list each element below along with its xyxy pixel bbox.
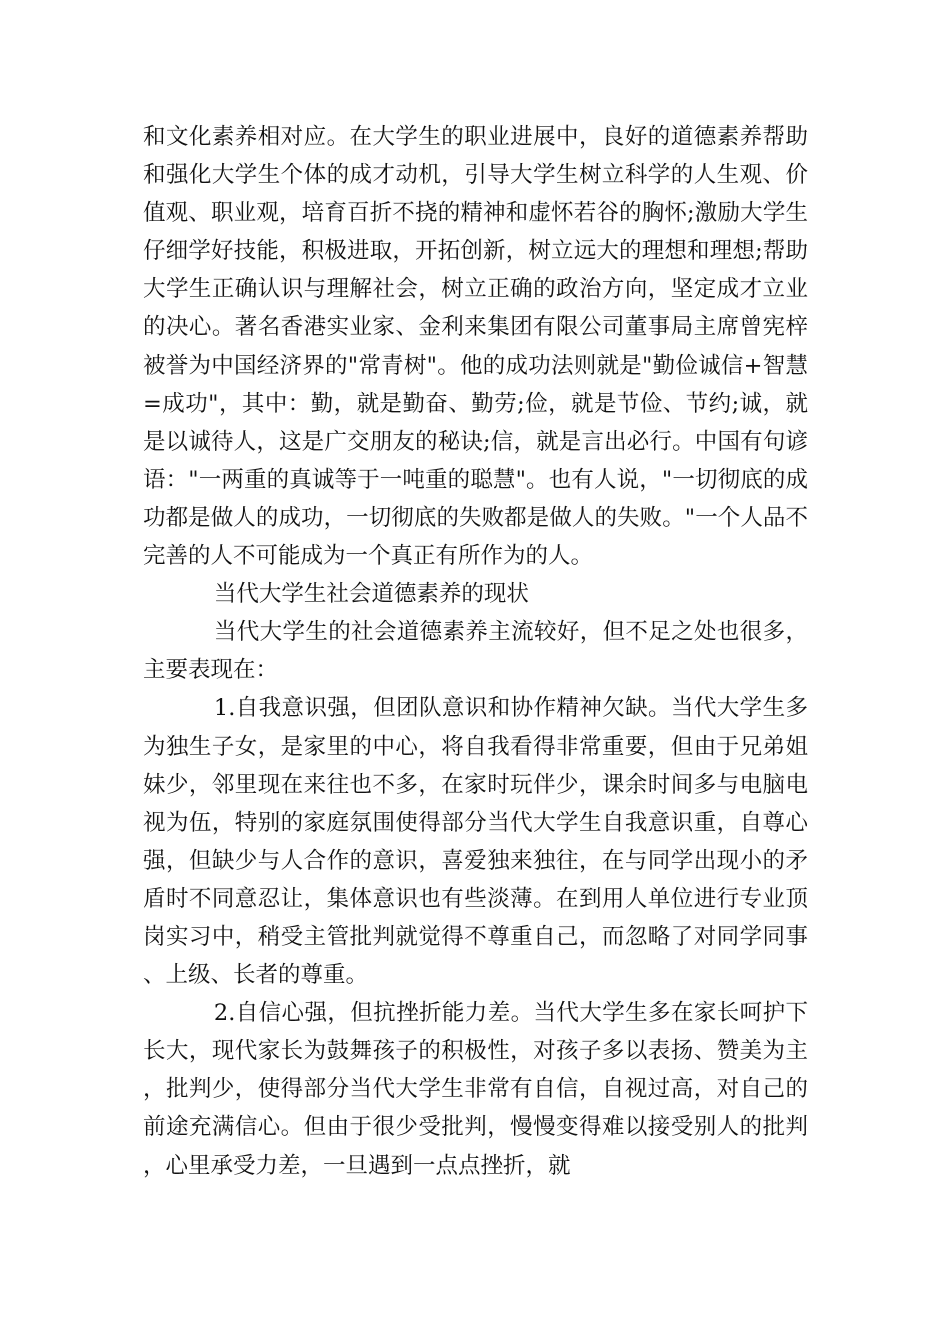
paragraph-character-importance: 和文化素养相对应。在大学生的职业进展中，良好的道德素养帮助和强化大学生个体的成才动机，引导大学生树立科学的人生观、价值观、职业观，培育百折不挠的精神和虚怀若谷的胸怀;激励大学生仔细学好技能，积极进取，开拓创新，树立远大的理想和理想;帮助大学生正确认识与理解社会，树立正确的政治方向，坚定成才立业的决心。著名香港实业家、金利来集团有限公司董事局主席曾宪梓被誉为中国经济界的"常青树"。他的成功法则就是"勤俭诚信+智慧=成功"，其中：勤，就是勤奋、勤劳;俭，就是节俭、节约;诚，就是以诚待人，这是广交朋友的秘诀;信，就是言出必行。中国有句谚语："一两重的真诚等于一吨重的聪慧"。也有人说，"一切彻底的成功都是做人的成功，一切彻底的失败都是做人的失败。"一个人品不完善的人不可能成为一个真正有所作为的人。 [143,124,808,570]
section-heading-current-status: 当代大学生社会道德素养的现状 [213,581,529,608]
list-item-self-confidence: 2.自信心强，但抗挫折能力差。当代大学生多在家长呵护下长大，现代家长为鼓舞孩子的积极性，对孩子多以表扬、赞美为主，批判少，使得部分当代大学生非常有自信，自视过高，对自己的前途充满信心。但由于很少受批判，慢慢变得难以接受别人的批判，心里承受力差，一旦遇到一点点挫折，就 [143,1000,808,1179]
document-body [143,118,808,1185]
list-item-self-awareness: 1.自我意识强，但团队意识和协作精神欠缺。当代大学生多为独生子女，是家里的中心，将自我看得非常重要，但由于兄弟姐妹少，邻里现在来往也不多，在家时玩伴少，课余时间多与电脑电视为伍，特别的家庭氛围使得部分当代大学生自我意识重，自尊心强，但缺少与人合作的意识，喜爱独来独往，在与同学出现小的矛盾时不同意忍让，集体意识也有些淡薄。在到用人单位进行专业顶岗实习中，稍受主管批判就觉得不尊重自己，而忽略了对同学同事、上级、长者的尊重。 [143,695,808,989]
paragraph-status-intro: 当代大学生的社会道德素养主流较好，但不足之处也很多，主要表现在： [143,619,808,684]
